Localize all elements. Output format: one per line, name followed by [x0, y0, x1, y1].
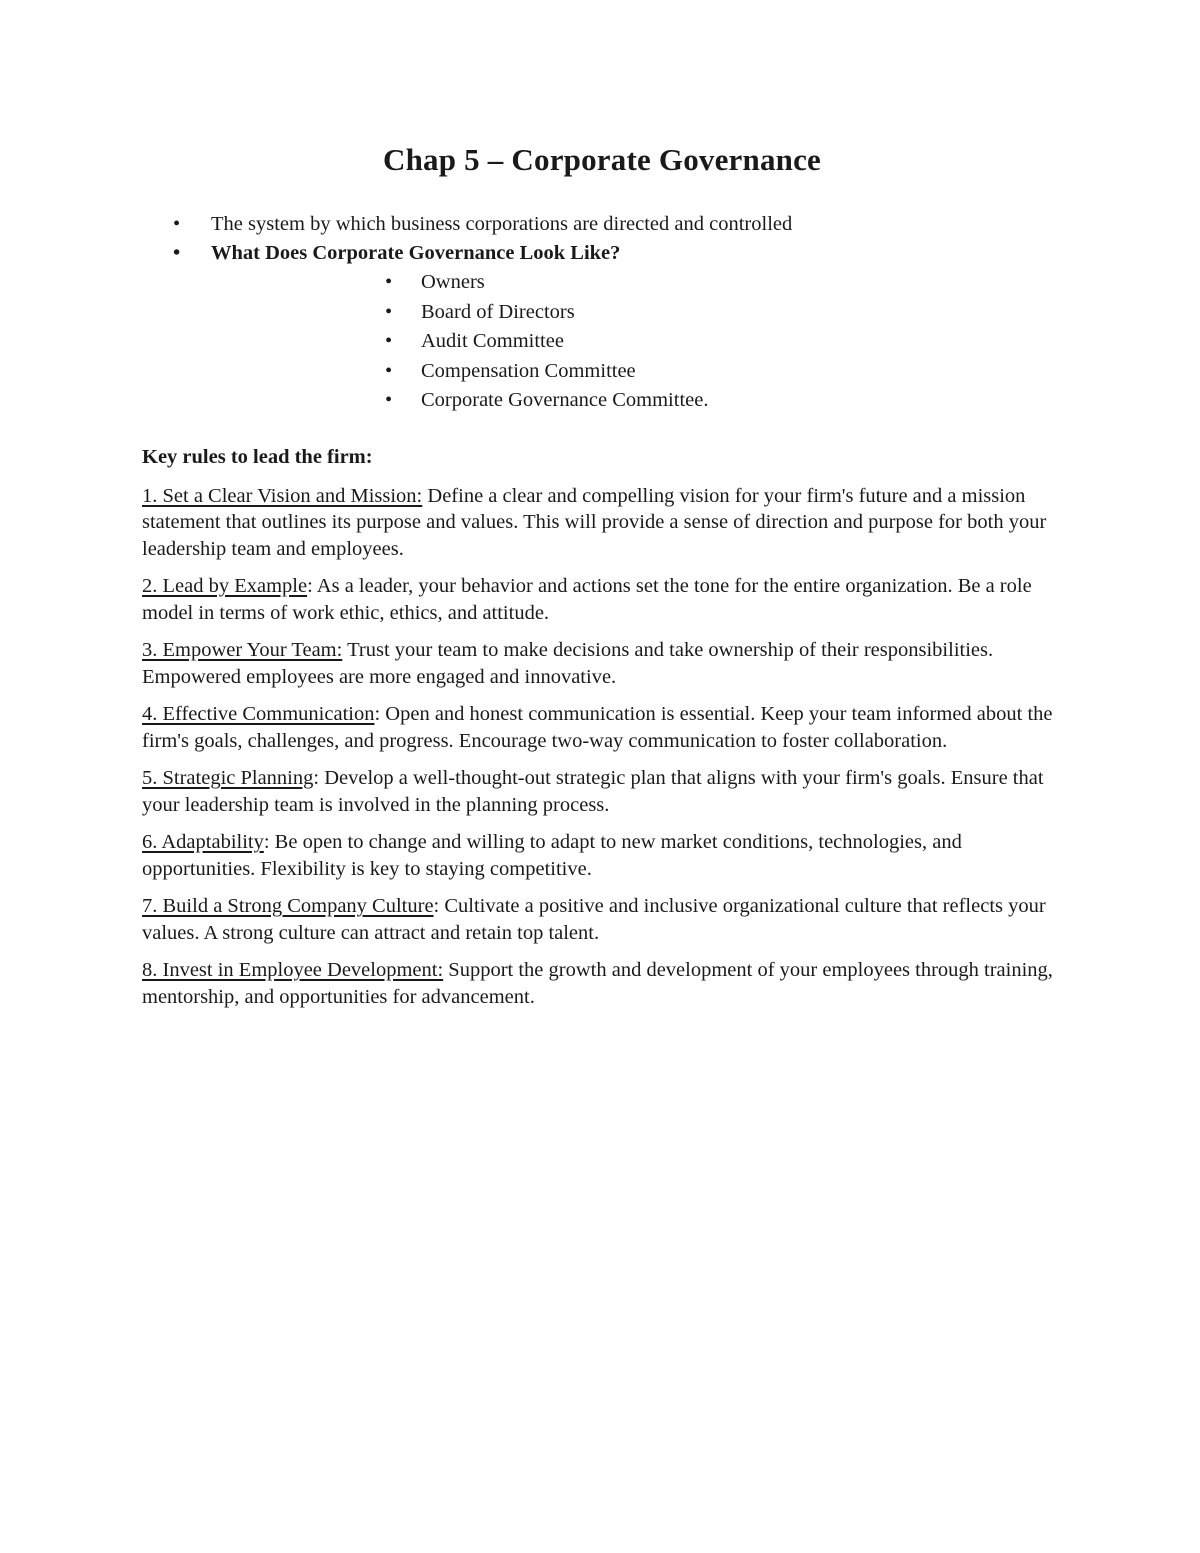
bullet-glyph: •: [173, 242, 181, 264]
rule-item: [142, 573, 1062, 626]
rule-item: [142, 829, 1062, 882]
rules-list: [142, 483, 1062, 1011]
rule-title: 2. Lead by Example: [142, 575, 308, 597]
rule-item: [142, 701, 1062, 754]
rule-body: Define a clear and compelling vision for your firm's future and a mission statement that outlines its purpose and values. This will provide a sense of direction and purpose for both your leadership team and employees.: [142, 484, 1047, 560]
document-page: [142, 140, 1062, 1021]
rule-title: 7. Build a Strong Company Culture: [142, 895, 434, 917]
key-rules-heading: Key rules to lead the firm:: [142, 445, 373, 468]
bullet-text: The system by which business corporations are directed and controlled: [211, 213, 793, 235]
bullet-list: [142, 210, 1062, 416]
bullet-item-definition: [142, 210, 1062, 239]
rule-body: Trust your team to make decisions and take ownership of their responsibilities. Empowered employees are more engaged and innovative.: [142, 639, 994, 688]
sub-bullet-list: [211, 268, 1062, 416]
rule-item: [142, 893, 1062, 946]
rule-body: : Cultivate a positive and inclusive organizational culture that reflects your values. A strong culture can attract and retain top talent.: [142, 895, 1046, 944]
bullet-glyph: •: [385, 330, 393, 352]
bullet-text: What Does Corporate Governance Look Like?: [211, 242, 621, 264]
rule-title: 6. Adaptability: [142, 831, 264, 853]
rule-body: : Be open to change and willing to adapt to new market conditions, technologies, and opportunities. Flexibility is key to staying competitive.: [142, 831, 962, 880]
sub-bullet-text: Audit Committee: [421, 330, 564, 352]
rule-body: : As a leader, your behavior and actions set the tone for the entire organization. Be a role model in terms of work ethic, ethics, and attitude.: [142, 575, 1032, 624]
rule-item: [142, 637, 1062, 690]
sub-bullet-text: Board of Directors: [421, 300, 575, 323]
bullet-item-question: [142, 239, 1062, 416]
bullet-glyph: •: [385, 271, 393, 293]
bullet-glyph: •: [385, 359, 393, 382]
rule-title: 5. Strategic Planning: [142, 767, 314, 789]
rule-item: [142, 765, 1062, 818]
sub-bullet-text: Owners: [421, 271, 485, 293]
sub-bullet-text: Compensation Committee: [421, 359, 636, 382]
sub-bullet-item: [211, 298, 1062, 328]
rule-body: Support the growth and development of your employees through training, mentorship, and opportunities for advancement.: [142, 959, 1053, 1008]
rule-body: : Develop a well-thought-out strategic plan that aligns with your firm's goals. Ensure that your leadership team is involved in the planning process.: [142, 767, 1044, 816]
bullet-glyph: •: [385, 389, 393, 411]
rule-title: 8. Invest in Employee Development:: [142, 959, 444, 981]
sub-bullet-item: [211, 327, 1062, 357]
rule-title: 4. Effective Communication: [142, 703, 375, 725]
sub-bullet-item: [211, 357, 1062, 387]
sub-bullet-text: Corporate Governance Committee.: [421, 389, 709, 411]
rule-item: [142, 957, 1062, 1010]
bullet-glyph: •: [173, 213, 181, 235]
rule-title: 1. Set a Clear Vision and Mission:: [142, 484, 423, 507]
sub-bullet-item: [211, 386, 1062, 416]
page-title: Chap 5 – Corporate Governance: [382, 142, 822, 177]
bullet-glyph: •: [385, 300, 393, 323]
rule-title: 3. Empower Your Team:: [142, 639, 343, 661]
sub-bullet-item: [211, 268, 1062, 298]
rule-item: [142, 483, 1062, 563]
rule-body: : Open and honest communication is essential. Keep your team informed about the firm's goals, challenges, and progress. Encourage two-way communication to foster collaboration.: [142, 703, 1053, 752]
